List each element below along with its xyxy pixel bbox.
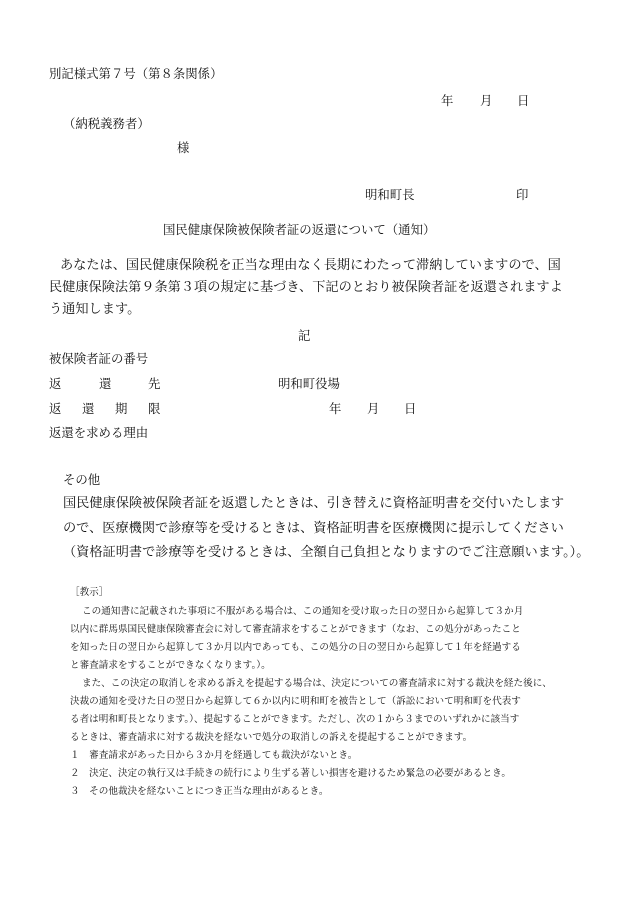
deadline-label-char-4: 限 (148, 401, 161, 416)
body-line-1: あなたは、国民健康保険税を正当な理由なく長期にわたって滞納していますので、国 (60, 258, 561, 273)
other-line-2: ので、医療機関で診療等を受けるときは、資格証明書を医療機関に提示してください (63, 521, 564, 536)
instruction-item-1: １ 審査請求があった日から３か月を経過しても裁決がないとき。 (70, 750, 358, 761)
deadline-month-label: 月 (367, 401, 380, 416)
instruction-line-2: 以内に群馬県国民健康保険審査会に対して審査請求をすることができます（なお、この処分があったこと (70, 624, 521, 635)
instruction-line-1: この通知書に記載された事項に不服がある場合は、この通知を受け取った日の翌日から起算して３か月 (82, 606, 524, 617)
deadline-day-label: 日 (404, 401, 417, 416)
seal-mark: 印 (516, 187, 529, 202)
instruction-line-3: を知った日の翌日から起算して３か月以内であっても、この処分の日の翌日から起算して１年を経過する (70, 642, 521, 653)
instruction-line-7: る者は明和町長となります。）、提起することができます。ただし、次の１から３までのいずれかに該当す (70, 714, 520, 725)
ki-mark: 記 (298, 328, 311, 343)
instruction-heading: ［教示］ (70, 587, 109, 598)
other-heading: その他 (63, 472, 101, 487)
return-to-label-char-3: 先 (148, 376, 161, 391)
body-line-2: 民健康保険法第９条第３項の規定に基づき、下記のとおり被保険者証を返還されますよ (49, 280, 563, 295)
instruction-line-5: また、この決定の取消しを求める訴えを提起する場合は、決定についての審査請求に対する裁決を経た後に、 (82, 678, 552, 689)
taxpayer-label: （納税義務者） (63, 116, 150, 131)
notice-title: 国民健康保険被保険者証の返還について（通知） (163, 222, 436, 237)
instruction-item-3: ３ その他裁決を経ないことにつき正当な理由があるとき。 (70, 786, 329, 797)
return-to-label-char-2: 還 (99, 376, 112, 391)
deadline-label-char-3: 期 (115, 401, 128, 416)
date-month-label: 月 (480, 93, 493, 108)
card-number-label: 被保険者証の番号 (49, 351, 149, 366)
return-to-label-char-1: 返 (49, 376, 62, 391)
deadline-year-label: 年 (329, 401, 342, 416)
honorific: 様 (177, 140, 190, 155)
form-number: 別記様式第７号（第８条関係） (49, 66, 223, 81)
issuer-name: 明和町長 (365, 187, 415, 202)
instruction-line-8: るときは、審査請求に対する裁決を経ないで処分の取消しの訴えを提起することができます。 (70, 732, 473, 743)
deadline-label-char-2: 還 (82, 401, 95, 416)
return-to-value: 明和町役場 (278, 376, 340, 391)
instruction-line-4: と審査請求をすることができなくなります。）。 (70, 660, 271, 671)
body-line-3: う通知します。 (49, 302, 141, 317)
instruction-line-6: 決裁の通知を受けた日の翌日から起算して６か以内に明和町を被告として（訴訟において明和町を代表す (70, 696, 521, 707)
reason-label: 返還を求める理由 (49, 425, 149, 440)
deadline-label-char-1: 返 (49, 401, 62, 416)
date-day-label: 日 (517, 93, 530, 108)
other-line-1: 国民健康保険被保険者証を返還したときは、引き替えに資格証明書を交付いたします (63, 496, 565, 511)
instruction-item-2: ２ 決定、決定の執行又は手続きの続行により生ずる著しい損害を避けるため緊急の必要があるとき。 (70, 768, 511, 779)
other-line-3: （資格証明書で診療等を受けるときは、全額自己負担となりますのでご注意願います。）。 (63, 545, 590, 560)
date-year-label: 年 (441, 93, 454, 108)
